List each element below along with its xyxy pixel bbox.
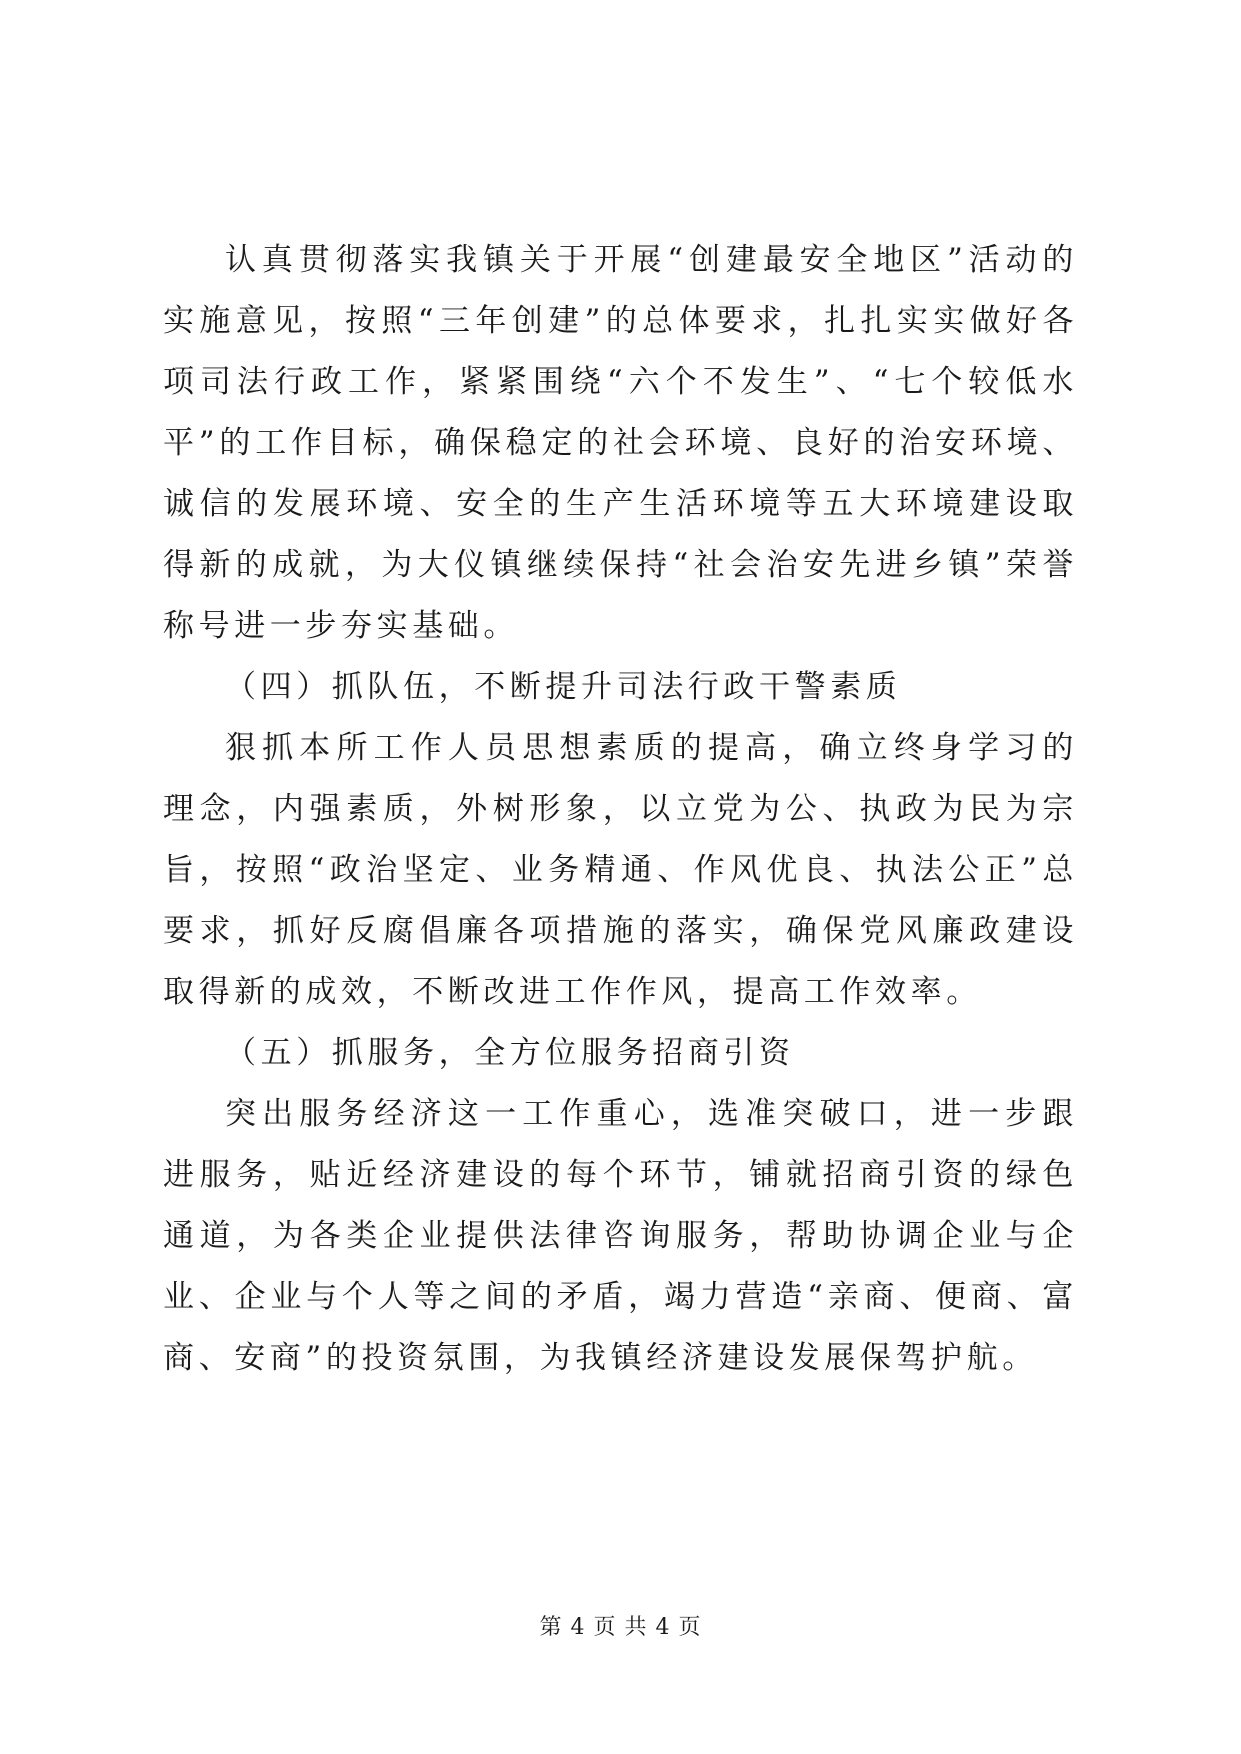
section-heading-5: （五）抓服务，全方位服务招商引资 xyxy=(225,1035,795,1071)
paragraph-body-1: 认真贯彻落实我镇关于开展“创建最安全地区”活动的实施意见，按照“三年创建”的总体要求，扎扎实实做好各项司法行政工作，紧紧围绕“六个不发生”、“七个较低水平”的工作目标，确保稳定的社会环境、良好的治安环境、诚信的发展环境、安全的生产生活环境等五大环境建设取得新的成就，为大仪镇继续保持“社会治安先进乡镇”荣誉称号进一步夯实基础。 xyxy=(163,242,1078,644)
page-number-label: 第 4 页 共 4 页 xyxy=(539,1615,702,1640)
page-footer xyxy=(0,1610,1241,1641)
section-heading-4: （四）抓队伍，不断提升司法行政干警素质 xyxy=(225,669,902,705)
paragraph-body-3: 突出服务经济这一工作重心，选准突破口，进一步跟进服务，贴近经济建设的每个环节，铺就招商引资的绿色通道，为各类企业提供法律咨询服务，帮助协调企业与企业、企业与个人等之间的矛盾，竭力营造“亲商、便商、富商、安商”的投资氛围，为我镇经济建设发展保驾护航。 xyxy=(163,1096,1078,1376)
paragraph-body-2: 狠抓本所工作人员思想素质的提高，确立终身学习的理念，内强素质，外树形象，以立党为公、执政为民为宗旨，按照“政治坚定、业务精通、作风优良、执法公正”总要求，抓好反腐倡廉各项措施的落实，确保党风廉政建设取得新的成效，不断改进工作作风，提高工作效率。 xyxy=(163,730,1078,1010)
document-body xyxy=(163,230,1078,1389)
